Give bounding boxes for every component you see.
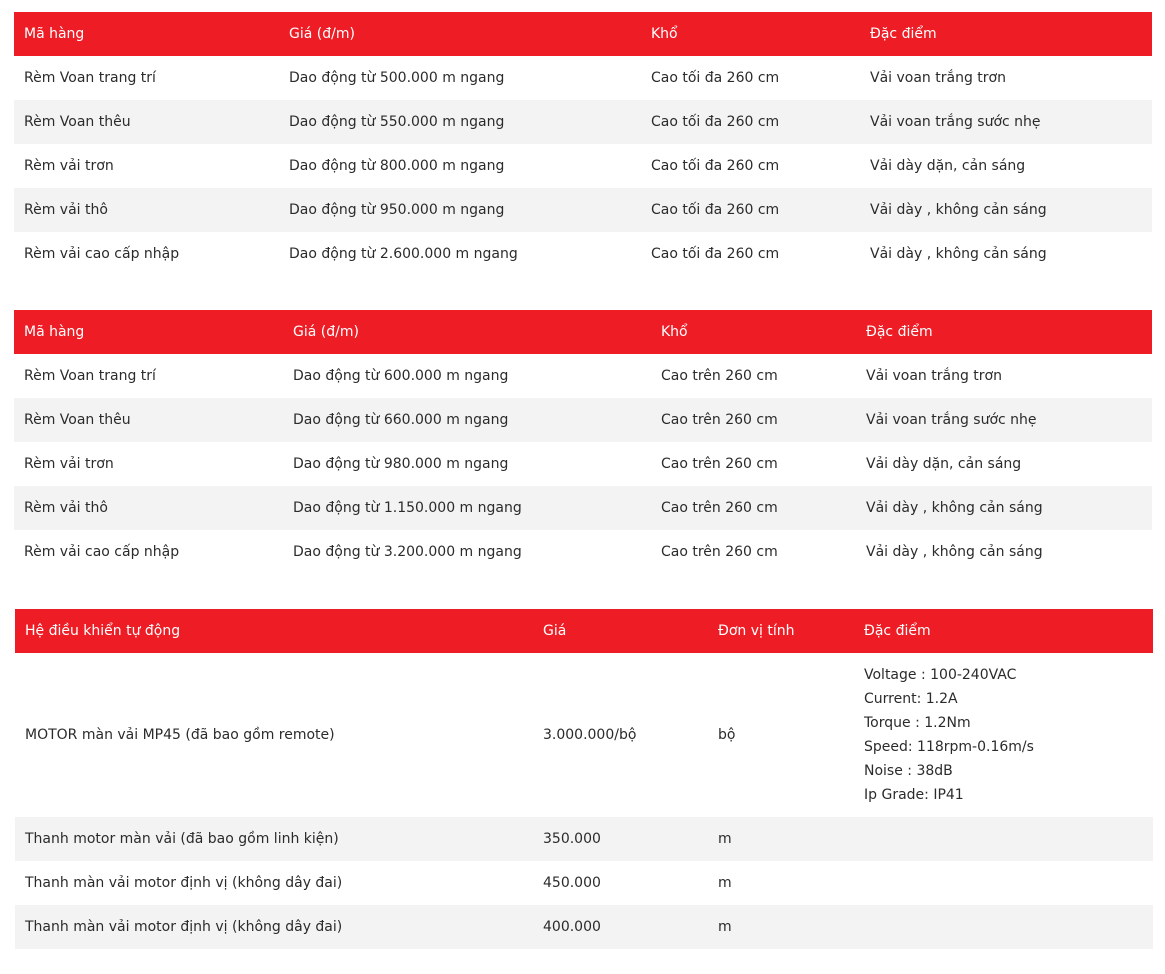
header-item-code: Mã hàng (14, 12, 279, 56)
header-price: Giá (đ/m) (279, 12, 641, 56)
cell-item-code: Rèm vải trơn (14, 144, 279, 188)
cell-width: Cao tối đa 260 cm (641, 100, 860, 144)
spec-noise: Noise : 38dB (864, 763, 953, 779)
cell-width: Cao trên 260 cm (651, 530, 856, 574)
table-row (14, 442, 1152, 486)
cell-unit: m (708, 905, 854, 949)
cell-width: Cao trên 260 cm (651, 442, 856, 486)
header-unit: Đơn vị tính (708, 609, 854, 653)
cell-features: Vải dày , không cản sáng (856, 486, 1152, 530)
table-header-row (15, 609, 1153, 653)
cell-features: Vải dày , không cản sáng (856, 530, 1152, 574)
spec-ip-grade: Ip Grade: IP41 (864, 787, 964, 803)
cell-width: Cao tối đa 260 cm (641, 188, 860, 232)
cell-product: Thanh màn vải motor định vị (không dây đai) (15, 861, 533, 905)
header-width: Khổ (651, 310, 856, 354)
cell-unit: bộ (708, 653, 854, 817)
price-table-tall-height (14, 310, 1152, 574)
cell-unit: m (708, 861, 854, 905)
table-header-row (14, 12, 1152, 56)
header-features: Đặc điểm (860, 12, 1152, 56)
header-features: Đặc điểm (854, 609, 1153, 653)
cell-price: Dao động từ 800.000 m ngang (279, 144, 641, 188)
cell-price: Dao động từ 600.000 m ngang (283, 354, 651, 398)
spec-torque: Torque : 1.2Nm (864, 715, 971, 731)
cell-width: Cao tối đa 260 cm (641, 144, 860, 188)
automation-price-table (15, 609, 1153, 949)
header-price: Giá (đ/m) (283, 310, 651, 354)
cell-features: Vải dày , không cản sáng (860, 188, 1152, 232)
cell-product: Thanh motor màn vải (đã bao gồm linh kiện) (15, 817, 533, 861)
cell-item-code: Rèm vải thô (14, 188, 279, 232)
table-row (15, 905, 1153, 949)
cell-price: 450.000 (533, 861, 708, 905)
header-price: Giá (533, 609, 708, 653)
cell-features: Vải dày , không cản sáng (860, 232, 1152, 276)
table-row (14, 530, 1152, 574)
cell-item-code: Rèm Voan thêu (14, 398, 283, 442)
cell-item-code: Rèm Voan trang trí (14, 56, 279, 100)
cell-item-code: Rèm vải trơn (14, 442, 283, 486)
table-row (14, 398, 1152, 442)
header-features: Đặc điểm (856, 310, 1152, 354)
cell-width: Cao trên 260 cm (651, 486, 856, 530)
cell-features: Vải voan trắng sước nhẹ (856, 398, 1152, 442)
cell-item-code: Rèm Voan trang trí (14, 354, 283, 398)
cell-width: Cao trên 260 cm (651, 354, 856, 398)
cell-features: Vải dày dặn, cản sáng (856, 442, 1152, 486)
table-row (15, 653, 1153, 817)
cell-motor-specs (854, 653, 1153, 817)
table-row (15, 817, 1153, 861)
cell-width: Cao tối đa 260 cm (641, 232, 860, 276)
table-row (14, 144, 1152, 188)
table-header-row (14, 310, 1152, 354)
cell-price: Dao động từ 500.000 m ngang (279, 56, 641, 100)
table-row (14, 56, 1152, 100)
cell-product: Thanh màn vải motor định vị (không dây đai) (15, 905, 533, 949)
table-row (14, 100, 1152, 144)
cell-features (854, 905, 1153, 949)
spec-speed: Speed: 118rpm-0.16m/s (864, 739, 1034, 755)
price-table-standard-height (14, 12, 1152, 276)
cell-unit: m (708, 817, 854, 861)
cell-price: 3.000.000/bộ (533, 653, 708, 817)
cell-price: Dao động từ 2.600.000 m ngang (279, 232, 641, 276)
cell-product: MOTOR màn vải MP45 (đã bao gồm remote) (15, 653, 533, 817)
spec-voltage: Voltage : 100-240VAC (864, 667, 1017, 683)
cell-features (854, 817, 1153, 861)
cell-price: Dao động từ 550.000 m ngang (279, 100, 641, 144)
cell-price: Dao động từ 660.000 m ngang (283, 398, 651, 442)
cell-price: Dao động từ 950.000 m ngang (279, 188, 641, 232)
cell-features: Vải voan trắng trơn (860, 56, 1152, 100)
cell-price: 400.000 (533, 905, 708, 949)
table-row (14, 354, 1152, 398)
table-row (14, 188, 1152, 232)
cell-item-code: Rèm vải cao cấp nhập (14, 530, 283, 574)
cell-item-code: Rèm vải thô (14, 486, 283, 530)
table-row (14, 486, 1152, 530)
cell-width: Cao tối đa 260 cm (641, 56, 860, 100)
cell-price: Dao động từ 3.200.000 m ngang (283, 530, 651, 574)
header-width: Khổ (641, 12, 860, 56)
cell-features: Vải voan trắng sước nhẹ (860, 100, 1152, 144)
header-control-system: Hệ điều khiển tự động (15, 609, 533, 653)
cell-price: Dao động từ 1.150.000 m ngang (283, 486, 651, 530)
cell-price: Dao động từ 980.000 m ngang (283, 442, 651, 486)
cell-features: Vải voan trắng trơn (856, 354, 1152, 398)
cell-features: Vải dày dặn, cản sáng (860, 144, 1152, 188)
cell-item-code: Rèm vải cao cấp nhập (14, 232, 279, 276)
cell-price: 350.000 (533, 817, 708, 861)
cell-item-code: Rèm Voan thêu (14, 100, 279, 144)
header-item-code: Mã hàng (14, 310, 283, 354)
table-row (15, 861, 1153, 905)
table-row (14, 232, 1152, 276)
spec-current: Current: 1.2A (864, 691, 958, 707)
cell-features (854, 861, 1153, 905)
cell-width: Cao trên 260 cm (651, 398, 856, 442)
